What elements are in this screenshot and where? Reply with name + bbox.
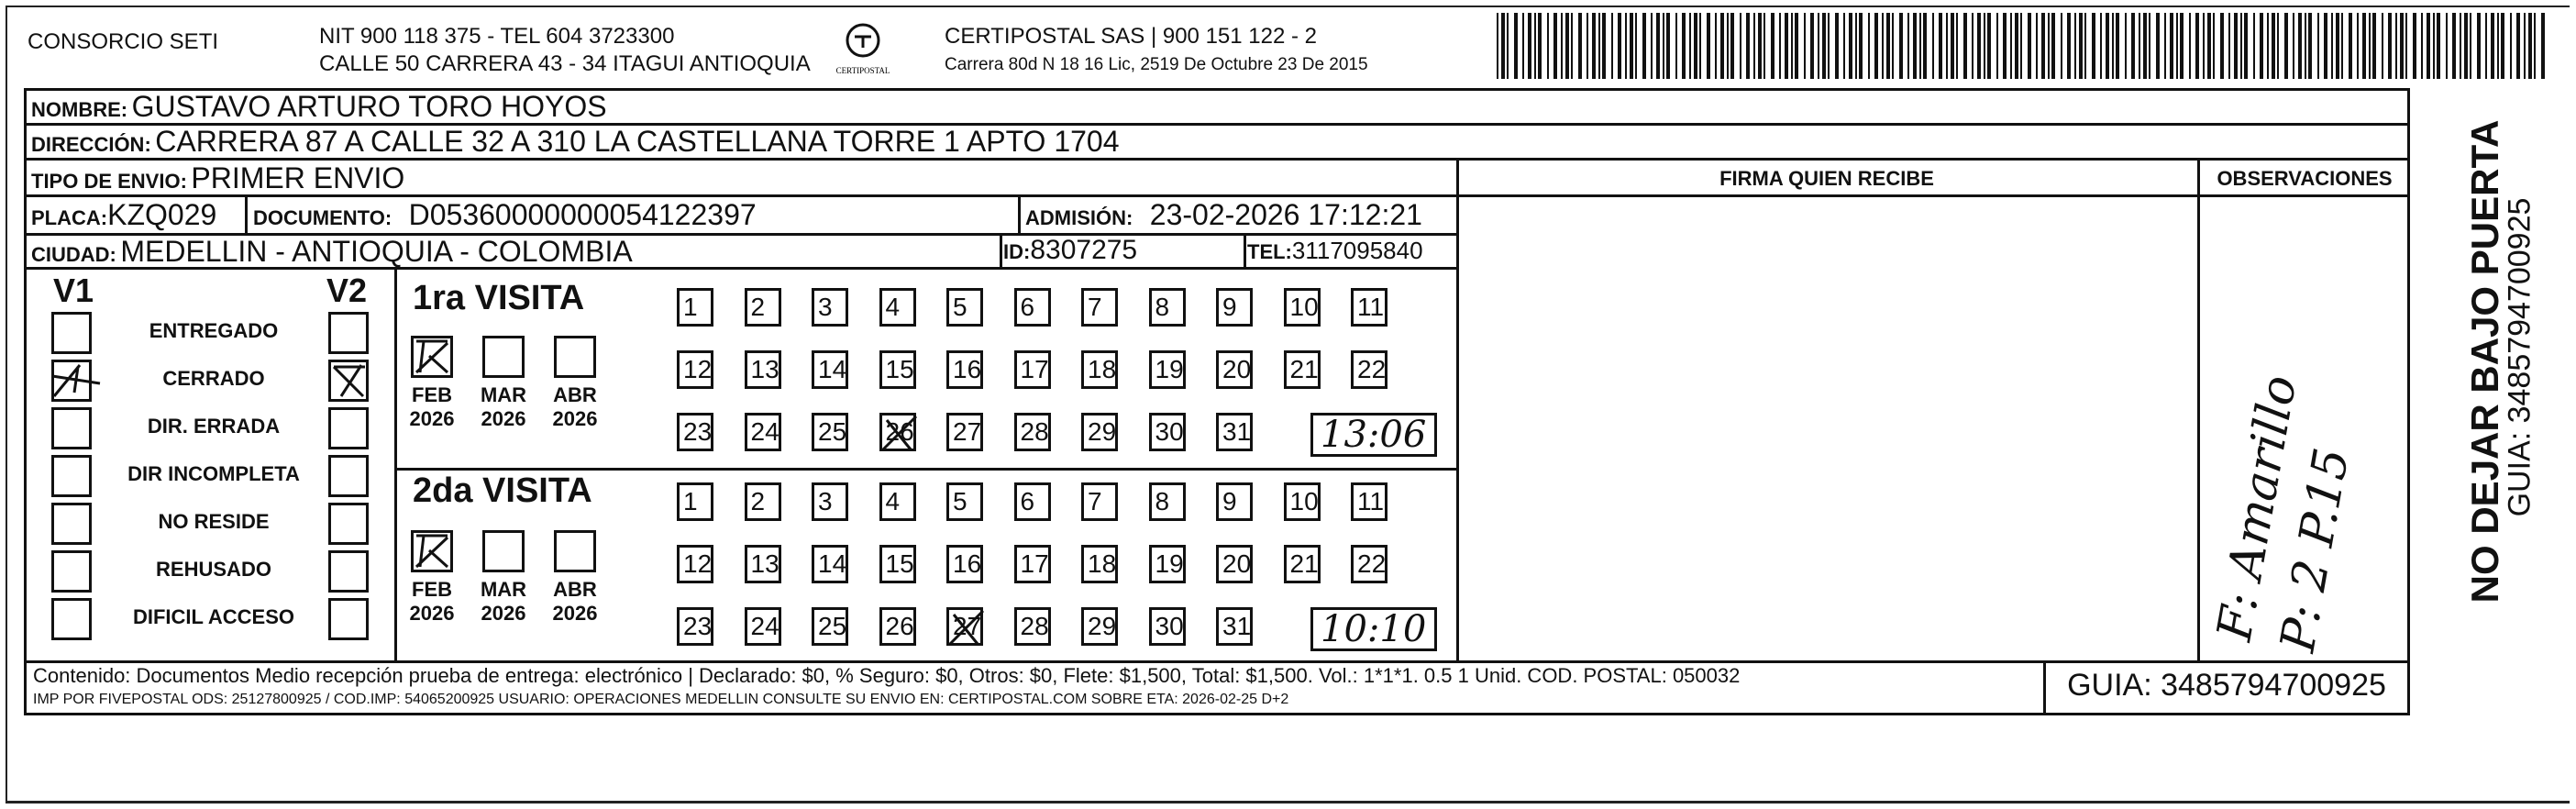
day-box-20[interactable]: 20	[1216, 545, 1253, 583]
day-box-1[interactable]: 1	[677, 288, 713, 327]
day-box-9[interactable]: 9	[1216, 288, 1253, 327]
check-mark-icon	[328, 360, 369, 402]
day-box-28[interactable]: 28	[1014, 413, 1051, 451]
month-name: MAR	[480, 383, 527, 406]
certipostal-logo	[831, 20, 895, 79]
day-box-29[interactable]: 29	[1081, 413, 1118, 451]
day-box-12[interactable]: 12	[677, 545, 713, 583]
admision-label: ADMISIÓN:	[1025, 206, 1133, 229]
day-box-19[interactable]: 19	[1149, 350, 1186, 389]
ciudad-value: MEDELLIN - ANTIOQUIA - COLOMBIA	[120, 235, 633, 268]
day-box-13[interactable]: 13	[745, 350, 781, 389]
day-box-27[interactable]: 27	[946, 607, 983, 646]
direccion-value: CARRERA 87 A CALLE 32 A 310 LA CASTELLANA TORRE 1 APTO 1704	[155, 125, 1120, 158]
day-box-2[interactable]: 2	[745, 482, 781, 521]
reason-label: DIR. ERRADA	[147, 415, 281, 438]
day-box-21[interactable]: 21	[1284, 545, 1321, 583]
v2-checkbox[interactable]	[328, 360, 369, 402]
id-label: ID:	[1003, 240, 1031, 263]
v1-checkbox[interactable]	[51, 360, 92, 402]
day-box-22[interactable]: 22	[1351, 545, 1388, 583]
day-box-23[interactable]: 23	[677, 413, 713, 451]
visit2-title: 2da VISITA	[413, 471, 592, 510]
visit1-title: 1ra VISITA	[413, 279, 585, 317]
day-box-31[interactable]: 31	[1216, 413, 1253, 451]
logo-icon	[831, 20, 895, 79]
documento-value: D05360000000054122397	[408, 198, 757, 231]
day-box-19[interactable]: 19	[1149, 545, 1186, 583]
v2-checkbox[interactable]	[328, 550, 369, 593]
ciudad-cell	[31, 235, 633, 269]
check-mark-icon	[411, 336, 453, 378]
v2-checkbox[interactable]	[328, 598, 369, 640]
day-box-16[interactable]: 16	[946, 545, 983, 583]
placa-value: KZQ029	[107, 198, 217, 231]
day-box-11[interactable]: 11	[1351, 288, 1388, 327]
day-box-23[interactable]: 23	[677, 607, 713, 646]
day-box-24[interactable]: 24	[745, 413, 781, 451]
day-box-8[interactable]: 8	[1149, 288, 1186, 327]
v2-checkbox[interactable]	[328, 455, 369, 497]
day-box-26[interactable]: 26	[879, 413, 916, 451]
day-box-2[interactable]: 2	[745, 288, 781, 327]
day-box-30[interactable]: 30	[1149, 607, 1186, 646]
reason-label: DIR INCOMPLETA	[127, 462, 300, 485]
day-box-9[interactable]: 9	[1216, 482, 1253, 521]
day-box-13[interactable]: 13	[745, 545, 781, 583]
day-box-7[interactable]: 7	[1081, 482, 1118, 521]
logo-text: CERTIPOSTAL	[835, 66, 890, 75]
v1-checkbox[interactable]	[51, 455, 92, 497]
address-line: CALLE 50 CARRERA 43 - 34 ITAGUI ANTIOQUIA	[319, 51, 811, 76]
handwritten-time: 13:06	[1321, 414, 1427, 456]
company-name: CONSORCIO SETI	[28, 29, 219, 54]
license-line: Carrera 80d N 18 16 Lic, 2519 De Octubre 23 De 2015	[945, 55, 1368, 74]
day-box-1[interactable]: 1	[677, 482, 713, 521]
documento-cell	[253, 198, 757, 232]
month-label	[543, 383, 607, 431]
day-box-17[interactable]: 17	[1014, 545, 1051, 583]
day-box-31[interactable]: 31	[1216, 607, 1253, 646]
v1-checkbox[interactable]	[51, 407, 92, 449]
month-name: ABR	[553, 383, 597, 406]
time-box[interactable]	[1310, 413, 1437, 457]
day-box-26[interactable]: 26	[879, 607, 916, 646]
day-box-18[interactable]: 18	[1081, 545, 1118, 583]
month-year: 2026	[481, 407, 526, 430]
day-box-28[interactable]: 28	[1014, 607, 1051, 646]
month-checkbox-abr[interactable]	[554, 336, 596, 378]
day-box-14[interactable]: 14	[812, 545, 848, 583]
month-year: 2026	[481, 602, 526, 625]
tel-label: TEL:	[1247, 240, 1292, 263]
v2-checkbox[interactable]	[328, 312, 369, 354]
direccion-label: DIRECCIÓN:	[31, 133, 151, 156]
reason-label: NO RESIDE	[158, 510, 270, 533]
side-text-block	[2421, 119, 2549, 624]
documento-label: DOCUMENTO:	[253, 206, 392, 229]
month-label	[543, 578, 607, 626]
month-name: FEB	[412, 578, 452, 601]
day-box-29[interactable]: 29	[1081, 607, 1118, 646]
day-box-27[interactable]: 27	[946, 413, 983, 451]
month-name: MAR	[480, 578, 527, 601]
day-box-10[interactable]: 10	[1284, 288, 1321, 327]
month-year: 2026	[552, 602, 598, 625]
contenido-line: Contenido: Documentos Medio recepción prueba de entrega: electrónico | Declarado: $0, % Seguro: $0, Otros: $0, Flete: $1,500, Total: $1,500. Vol.: 1*1*1. 0.5 1 Unid. COD. POSTAL: 050032	[33, 664, 1741, 687]
day-box-15[interactable]: 15	[879, 350, 916, 389]
month-name: FEB	[412, 383, 452, 406]
observation-text: F: Amarillo P: 2 P.15	[2206, 371, 2360, 657]
check-mark-icon	[411, 530, 453, 572]
day-box-15[interactable]: 15	[879, 545, 916, 583]
month-name: ABR	[553, 578, 597, 601]
certipostal-line: CERTIPOSTAL SAS | 900 151 122 - 2	[945, 24, 1317, 49]
day-box-11[interactable]: 11	[1351, 482, 1388, 521]
month-label	[400, 383, 464, 431]
v2-checkbox[interactable]	[328, 407, 369, 449]
barcode-graphic	[1497, 13, 2551, 79]
month-checkbox-feb[interactable]	[411, 530, 453, 572]
v1-checkbox[interactable]	[51, 312, 92, 354]
day-box-5[interactable]: 5	[946, 288, 983, 327]
cross-mark-icon	[946, 607, 987, 648]
tipo-label: TIPO DE ENVIO:	[31, 170, 187, 193]
footer-guia: GUIA: 3485794700925	[2067, 668, 2386, 703]
id-value: 8307275	[1030, 235, 1138, 265]
placa-label: PLACA:	[31, 206, 108, 229]
day-box-12[interactable]: 12	[677, 350, 713, 389]
day-box-5[interactable]: 5	[946, 482, 983, 521]
day-box-25[interactable]: 25	[812, 607, 848, 646]
tipo-envio-row	[31, 161, 404, 195]
month-checkbox-mar[interactable]	[482, 530, 525, 572]
month-year: 2026	[552, 407, 598, 430]
imp-line: IMP POR FIVEPOSTAL ODS: 25127800925 / COD.IMP: 54065200925 USUARIO: OPERACIONES MEDELLIN CONSULTE SU ENVIO EN: CERTIPOSTAL.COM SOBRE ETA: 2026-02-25 D+2	[33, 692, 1289, 707]
v2-label: V2	[326, 272, 368, 309]
reason-label: ENTREGADO	[149, 319, 279, 342]
id-cell	[1003, 235, 1137, 266]
month-checkbox-feb[interactable]	[411, 336, 453, 378]
day-box-14[interactable]: 14	[812, 350, 848, 389]
ciudad-label: CIUDAD:	[31, 243, 116, 266]
day-box-6[interactable]: 6	[1014, 288, 1051, 327]
reason-label: DIFICIL ACCESO	[132, 605, 294, 628]
tel-value: 3117095840	[1291, 237, 1423, 264]
month-year: 2026	[409, 602, 455, 625]
time-box[interactable]	[1310, 607, 1437, 651]
v1-checkbox[interactable]	[51, 598, 92, 640]
day-box-25[interactable]: 25	[812, 413, 848, 451]
month-label	[471, 383, 536, 431]
v1-checkbox[interactable]	[51, 550, 92, 593]
day-box-17[interactable]: 17	[1014, 350, 1051, 389]
day-box-16[interactable]: 16	[946, 350, 983, 389]
month-checkbox-abr[interactable]	[554, 530, 596, 572]
month-label	[400, 578, 464, 626]
month-year: 2026	[409, 407, 455, 430]
placa-cell	[31, 198, 216, 232]
day-box-18[interactable]: 18	[1081, 350, 1118, 389]
day-box-10[interactable]: 10	[1284, 482, 1321, 521]
nombre-label: NOMBRE:	[31, 98, 128, 121]
nit-line: NIT 900 118 375 - TEL 604 3723300	[319, 24, 675, 49]
nombre-value: GUSTAVO ARTURO TORO HOYOS	[131, 90, 607, 123]
handwritten-time: 10:10	[1321, 608, 1427, 650]
reason-label: REHUSADO	[156, 558, 271, 581]
nombre-row	[31, 90, 607, 124]
day-box-22[interactable]: 22	[1351, 350, 1388, 389]
day-box-20[interactable]: 20	[1216, 350, 1253, 389]
v1-checkbox[interactable]	[51, 503, 92, 545]
day-box-6[interactable]: 6	[1014, 482, 1051, 521]
day-box-4[interactable]: 4	[879, 288, 916, 327]
side-guia: GUIA: 3485794700925	[2502, 197, 2537, 517]
day-box-21[interactable]: 21	[1284, 350, 1321, 389]
admision-cell	[1025, 198, 1422, 232]
month-checkbox-mar[interactable]	[482, 336, 525, 378]
day-box-30[interactable]: 30	[1149, 413, 1186, 451]
firma-header: FIRMA QUIEN RECIBE	[1719, 167, 1934, 190]
no-dejar-bajo-puerta: NO DEJAR BAJO PUERTA	[2463, 119, 2506, 604]
v1-label: V1	[53, 272, 94, 309]
month-label	[471, 578, 536, 626]
tipo-value: PRIMER ENVIO	[191, 161, 405, 194]
tel-cell	[1247, 237, 1423, 265]
observaciones-header: OBSERVACIONES	[2217, 167, 2393, 190]
cross-mark-icon	[879, 413, 920, 453]
reason-label: CERRADO	[162, 367, 265, 390]
admision-value: 23-02-2026 17:12:21	[1149, 198, 1422, 231]
day-box-8[interactable]: 8	[1149, 482, 1186, 521]
handwritten-observation	[2206, 330, 2421, 657]
day-box-3[interactable]: 3	[812, 288, 848, 327]
barcode	[1497, 13, 2551, 79]
day-box-4[interactable]: 4	[879, 482, 916, 521]
day-box-24[interactable]: 24	[745, 607, 781, 646]
day-box-7[interactable]: 7	[1081, 288, 1118, 327]
direccion-row	[31, 125, 1120, 159]
v2-checkbox[interactable]	[328, 503, 369, 545]
day-box-3[interactable]: 3	[812, 482, 848, 521]
